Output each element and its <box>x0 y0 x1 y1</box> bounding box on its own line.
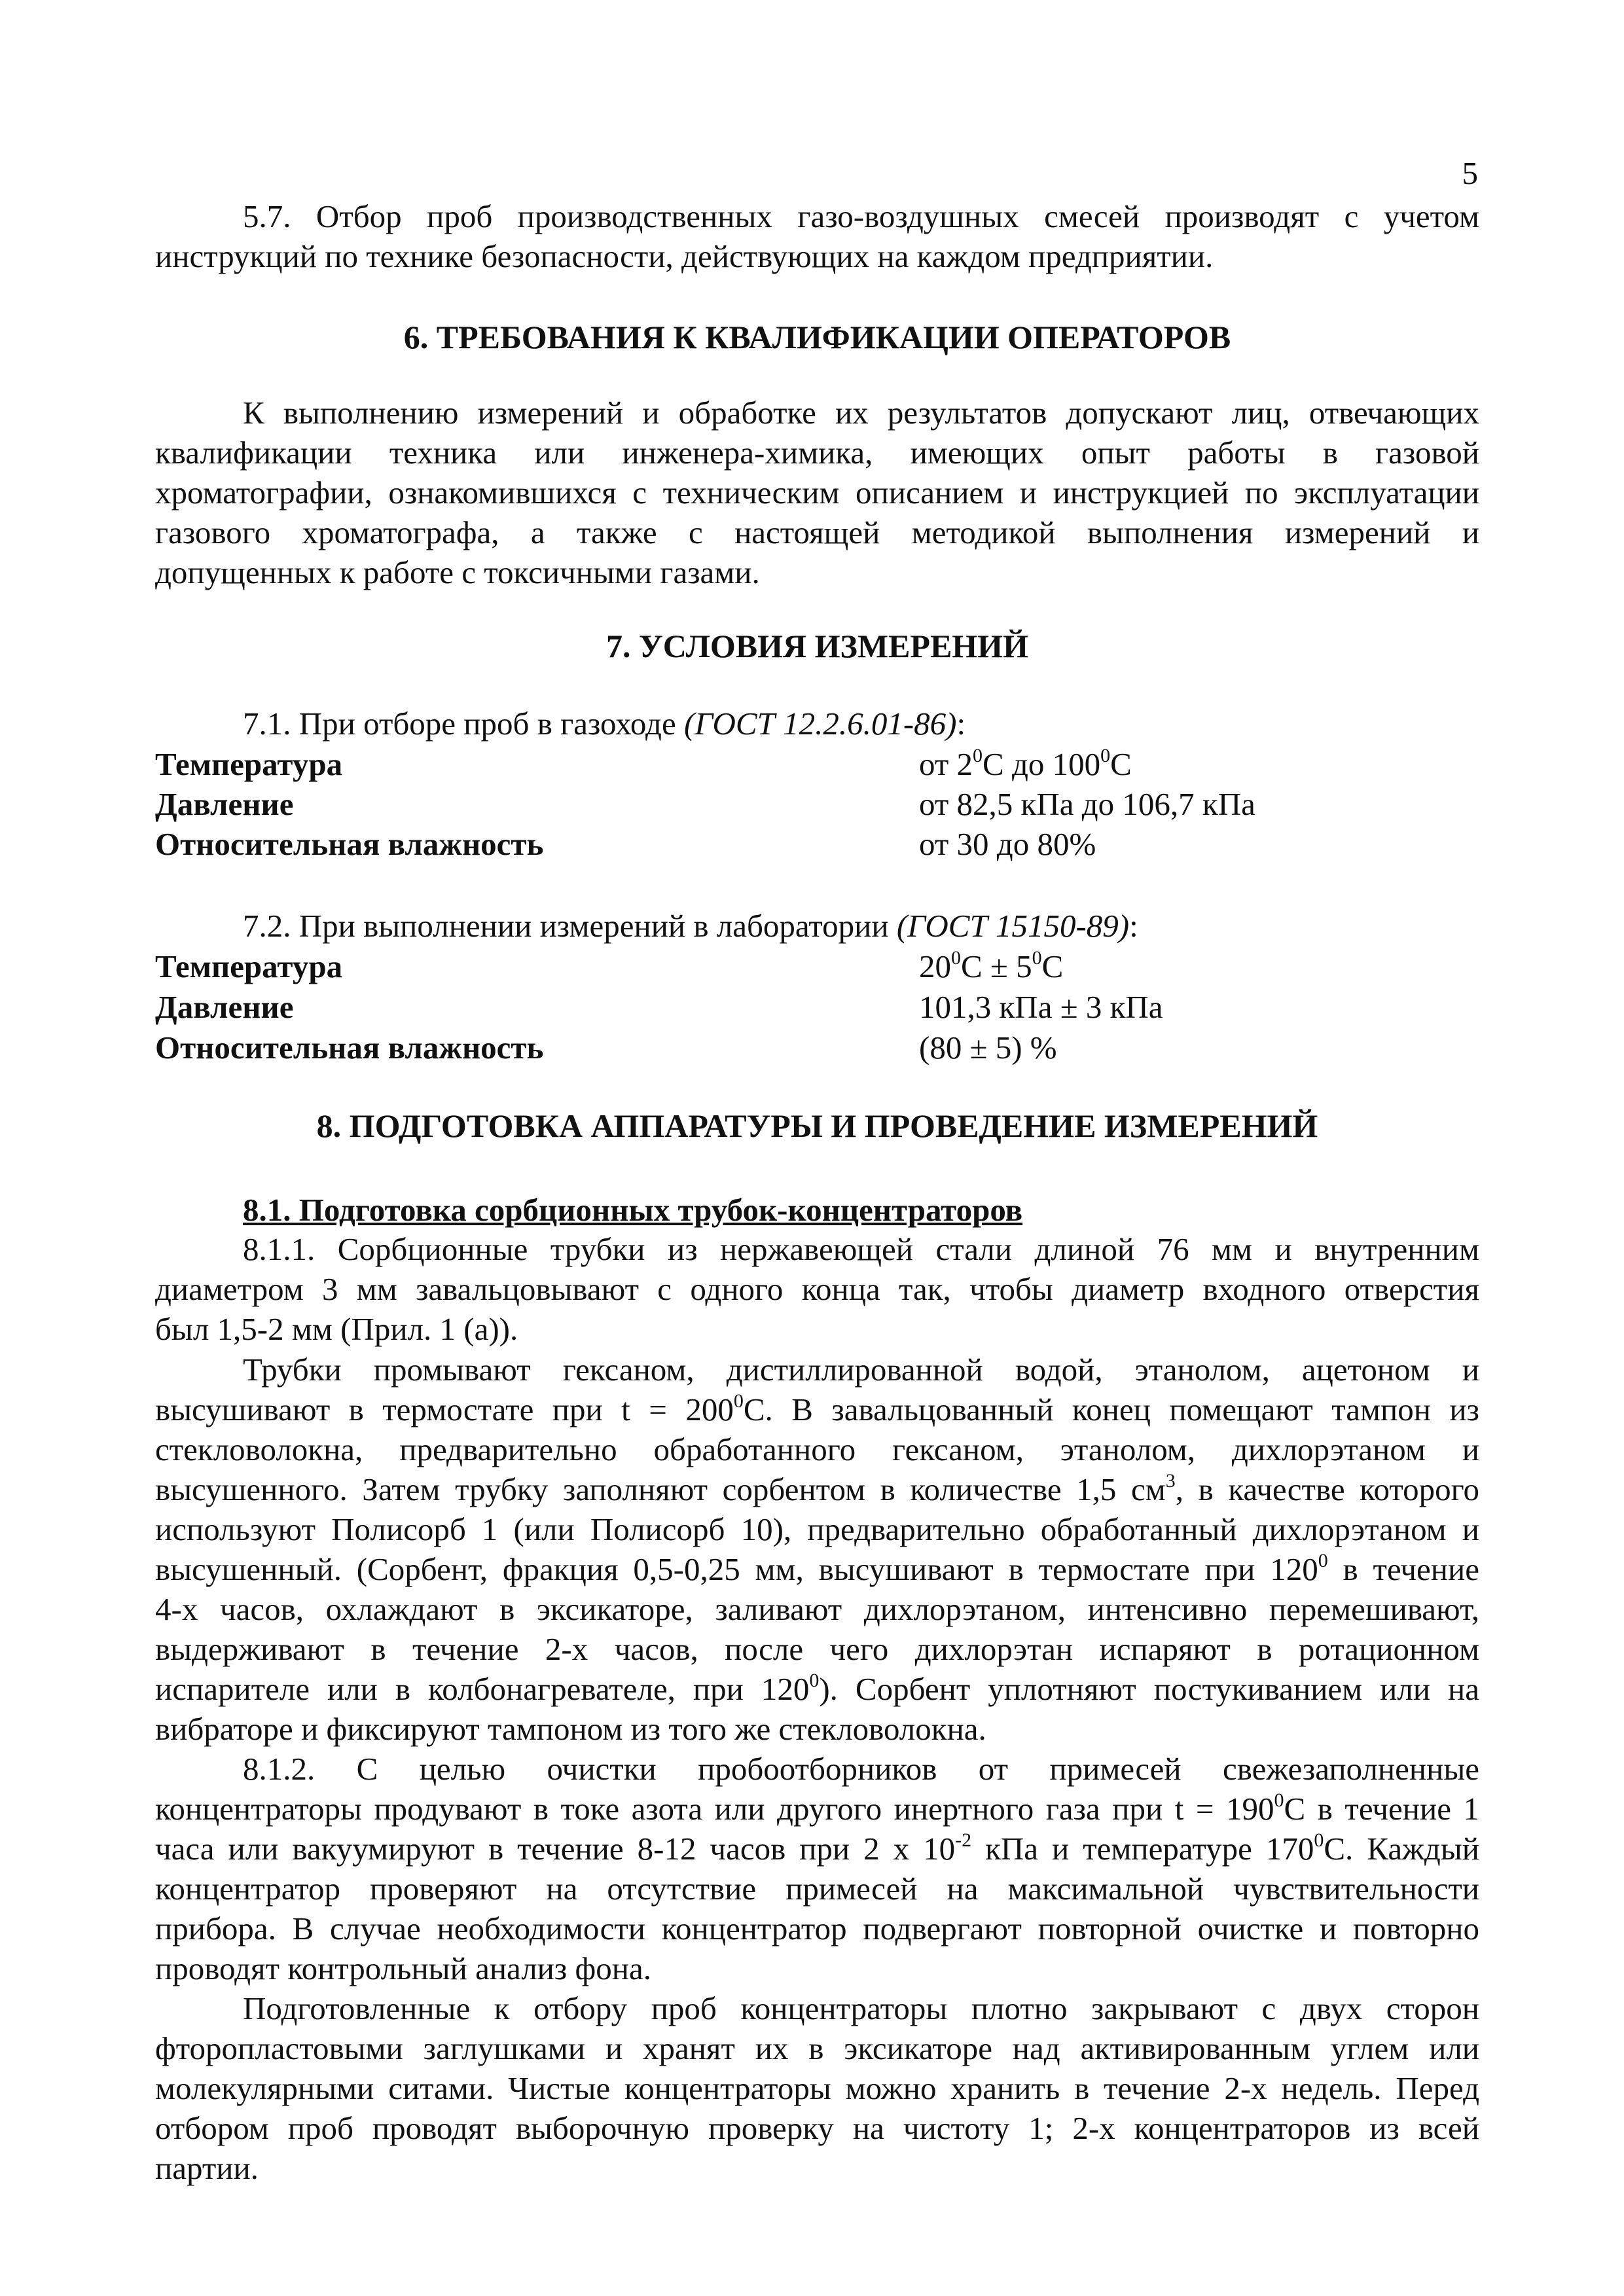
text-line: 5.7. Отбор проб производственных газо-воздушных смесей производят с учетом <box>243 198 1479 234</box>
paragraph-5-7 <box>155 196 1479 276</box>
text-line: 8.1.1. Сорбционные трубки из нержавеющей стали длиной 76 мм и внутренним <box>243 1231 1479 1267</box>
text-line: допущенных к работе с токсичными газами. <box>155 554 760 590</box>
intro-text: 7.1. При отборе проб в газоходе <box>243 706 684 742</box>
humidity-label: Относительная влажность <box>155 1030 544 1066</box>
pressure-value: от 82,5 кПа до 106,7 кПа <box>919 786 1255 822</box>
text-line: 4-х часов, охлаждают в эксикаторе, заливают дихлорэтаном, интенсивно перемешивают, <box>155 1591 1479 1627</box>
paragraph-storage <box>155 1988 1479 2188</box>
text-line: 8.1.2. С целью очистки пробоотборников от примесей свежезаполненные <box>243 1751 1479 1787</box>
text-line: газового хроматографа, а также с настоящей методикой выполнения измерений и <box>155 514 1479 550</box>
text-line: концентраторы продувают в токе азота или другого инертного газа при $t = 190^0С$ в течение 1 <box>155 1789 1479 1827</box>
paragraph-8-1-1 <box>155 1229 1479 1349</box>
intro-text: 7.2. При выполнении измерений в лаборатории <box>243 908 897 944</box>
section-8-heading: 8. ПОДГОТОВКА АППАРАТУРЫ И ПРОВЕДЕНИЕ ИЗМЕРЕНИЙ <box>316 1107 1318 1144</box>
gost-reference: (ГОСТ 15150-89) <box>896 908 1130 944</box>
text-line: вибраторе и фиксируют тампоном из того же стекловолокна. <box>155 1711 986 1747</box>
humidity-label: Относительная влажность <box>155 826 544 862</box>
text-line: прибора. В случае необходимости концентратор подвергают повторной очистке и повторно <box>155 1910 1479 1946</box>
colon: : <box>1129 908 1138 944</box>
temperature-label: Температура <box>155 746 343 782</box>
text-line: хроматографии, ознакомившихся с техническим описанием и инструкцией по эксплуатации <box>155 475 1479 511</box>
text-line: используют Полисорб 1 (или Полисорб 10), предварительно обработанный дихлорэтаном и <box>155 1511 1479 1547</box>
subsection-8-1-heading: 8.1. Подготовка сорбционных трубок-концентраторов <box>243 1192 1023 1228</box>
pressure-label: Давление <box>155 989 294 1025</box>
section-7-heading: 7. УСЛОВИЯ ИЗМЕРЕНИЙ <box>606 628 1028 664</box>
text-line: часа или вакуумируют в течение 8-12 часов при 2 х $10^{-2}$ кПа и температуре $170^0С$. Каждый <box>155 1829 1479 1867</box>
page-number: 5 <box>1462 155 1478 191</box>
text-line: отбором проб проводят выборочную проверку на чистоту 1; 2-х концентраторов из всей <box>155 2110 1479 2146</box>
text-line: квалификации техника или инженера-химика, имеющих опыт работы в газовой <box>155 435 1479 471</box>
text-line: Подготовленные к отбору проб концентраторы плотно закрывают с двух сторон <box>243 1990 1479 2026</box>
text-line: стекловолокна, предварительно обработанного гексаном, этанолом, дихлорэтаном и <box>155 1431 1479 1467</box>
text-line: инструкций по технике безопасности, действующих на каждом предприятии. <box>155 238 1214 274</box>
text-line: диаметром 3 мм завальцовывают с одного конца так, чтобы диаметр входного отверстия <box>155 1271 1479 1307</box>
paragraph-tube-preparation <box>155 1350 1479 1749</box>
text-line: высушивают в термостате при $t = 200^0С$. В завальцованный конец помещают тампон из <box>155 1390 1479 1427</box>
text-line: молекулярными ситами. Чистые концентраторы можно хранить в течение 2-х недель. Перед <box>155 2070 1479 2106</box>
pressure-value: 101,3 кПа ± 3 кПа <box>919 989 1163 1025</box>
text-line: фторопластовыми заглушками и хранят их в эксикаторе над активированным углем или <box>155 2030 1479 2066</box>
text-line: партии. <box>155 2150 259 2186</box>
paragraph-operators <box>155 393 1479 592</box>
text-line: проводят контрольный анализ фона. <box>155 1950 651 1986</box>
conditions-7-2-intro <box>243 906 1138 946</box>
temperature-label: Температура <box>155 948 343 984</box>
temperature-value: $20^0С \pm 5^0С$ <box>919 947 1064 984</box>
text-line: концентратор проверяют на отсутствие примесей на максимальной чувствительности <box>155 1871 1479 1907</box>
section-6-heading: 6. ТРЕБОВАНИЯ К КВАЛИФИКАЦИИ ОПЕРАТОРОВ <box>403 319 1231 355</box>
text-line: испарителе или в колбонагревателе, при $120^0$). Сорбент уплотняют постукиванием или на <box>155 1670 1480 1707</box>
humidity-value: от 30 до 80% <box>919 826 1096 862</box>
text-line: высушенный. (Сорбент, фракция 0,5-0,25 мм, высушивают в термостате при $120^0$ в течение <box>155 1550 1479 1587</box>
humidity-value: (80 ± 5) % <box>919 1030 1057 1066</box>
pressure-label: Давление <box>155 786 294 822</box>
gost-reference: (ГОСТ 12.2.6.01-86) <box>683 706 957 742</box>
text-line: Трубки промывают гексаном, дистиллированной водой, этанолом, ацетоном и <box>243 1352 1479 1388</box>
text-line: высушенного. Затем трубку заполняют сорбентом в количестве 1,5 $см^3$, в качестве которого <box>155 1470 1479 1507</box>
conditions-7-1-intro <box>243 704 965 744</box>
text-line: выдерживают в течение 2-х часов, после чего дихлорэтан испаряют в ротационном <box>155 1631 1479 1667</box>
colon: : <box>956 706 966 742</box>
temperature-value: от $2^0С$ до $100^0С$ <box>919 745 1132 782</box>
text-line: был 1,5-2 мм (Прил. 1 (а)). <box>155 1311 518 1347</box>
paragraph-8-1-2 <box>155 1749 1479 1988</box>
text-line: К выполнению измерений и обработке их результатов допускают лиц, отвечающих <box>243 395 1479 431</box>
